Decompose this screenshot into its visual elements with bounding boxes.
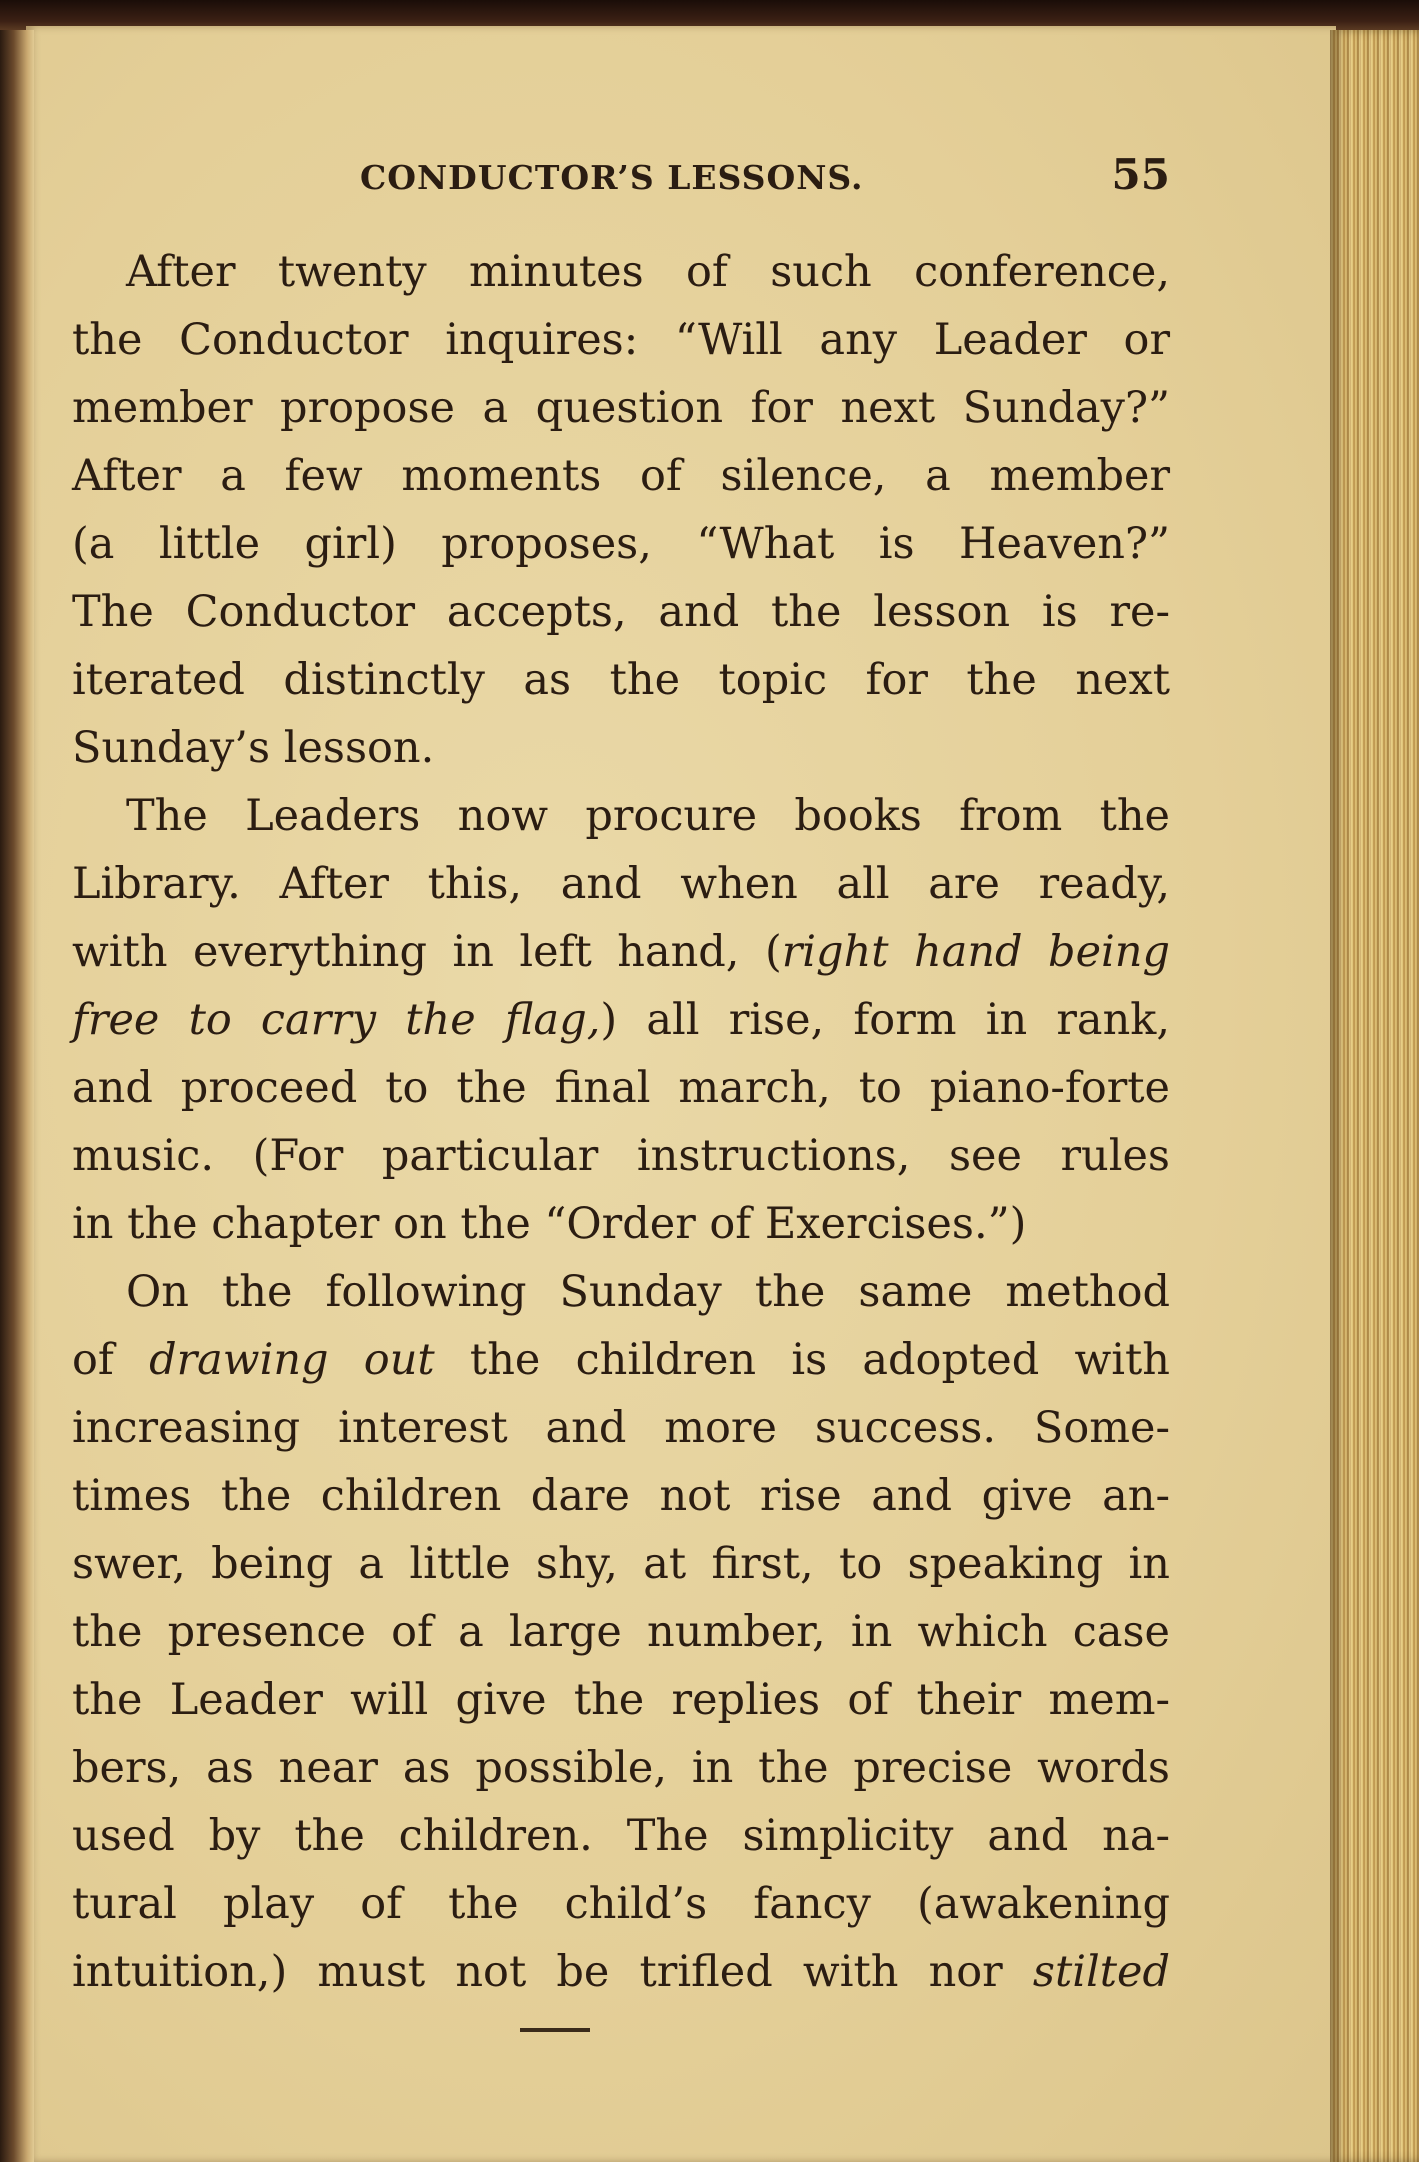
- text-line: times the children dare not rise and give an-: [72, 1471, 1170, 1521]
- text-line: the Conductor inquires: “Will any Leader or: [72, 315, 1170, 365]
- text-line: The Conductor accepts, and the lesson is re-: [72, 587, 1170, 637]
- text-line: Library. After this, and when all are ready,: [72, 859, 1170, 909]
- text-line: member propose a question for next Sunday?”: [72, 383, 1170, 433]
- text-line: music. (For particular instructions, see rules: [72, 1131, 1170, 1181]
- text-line: of drawing out the children is adopted with: [72, 1335, 1170, 1385]
- text-line: Sunday’s lesson.: [72, 723, 435, 773]
- italic-phrase: stilted: [1032, 1947, 1170, 1997]
- text-line: iterated distinctly as the topic for the next: [72, 655, 1170, 705]
- italic-phrase: right hand being: [781, 927, 1170, 977]
- text-line: used by the children. The simplicity and na-: [72, 1811, 1170, 1861]
- text-line: bers, as near as possible, in the precise words: [72, 1743, 1170, 1793]
- catchword-dash: [520, 2028, 590, 2032]
- page-edges: [1330, 30, 1419, 2162]
- text-line: with everything in left hand, (right hand being: [72, 927, 1170, 977]
- text-line: increasing interest and more success. Some-: [72, 1403, 1170, 1453]
- text-line: swer, being a little shy, at first, to speaking in: [72, 1539, 1170, 1589]
- book-gutter: [0, 30, 34, 2162]
- page-number: 55: [1111, 150, 1170, 199]
- text-line: intuition,) must not be trifled with nor stilted: [72, 1947, 1170, 1997]
- text-line: The Leaders now procure books from the: [126, 791, 1170, 841]
- text-line: and proceed to the final march, to piano-forte: [72, 1063, 1170, 1113]
- text-line: tural play of the child’s fancy (awakening: [72, 1879, 1170, 1929]
- running-head: CONDUCTOR’S LESSONS.: [360, 158, 864, 197]
- page-header: [360, 150, 1170, 210]
- text-line: On the following Sunday the same method: [126, 1267, 1170, 1317]
- italic-phrase: free to carry the flag,: [72, 995, 601, 1045]
- text-line: free to carry the flag,) all rise, form in rank,: [72, 995, 1170, 1045]
- text-line: the presence of a large number, in which case: [72, 1607, 1170, 1657]
- italic-phrase: drawing out: [149, 1335, 435, 1385]
- text-line: in the chapter on the “Order of Exercises.”): [72, 1199, 1027, 1249]
- body-text: [72, 238, 1170, 2006]
- text-line: After twenty minutes of such conference,: [126, 247, 1170, 297]
- text-line: the Leader will give the replies of their mem-: [72, 1675, 1170, 1725]
- text-line: (a little girl) proposes, “What is Heaven?”: [72, 519, 1170, 569]
- text-line: After a few moments of silence, a member: [72, 451, 1170, 501]
